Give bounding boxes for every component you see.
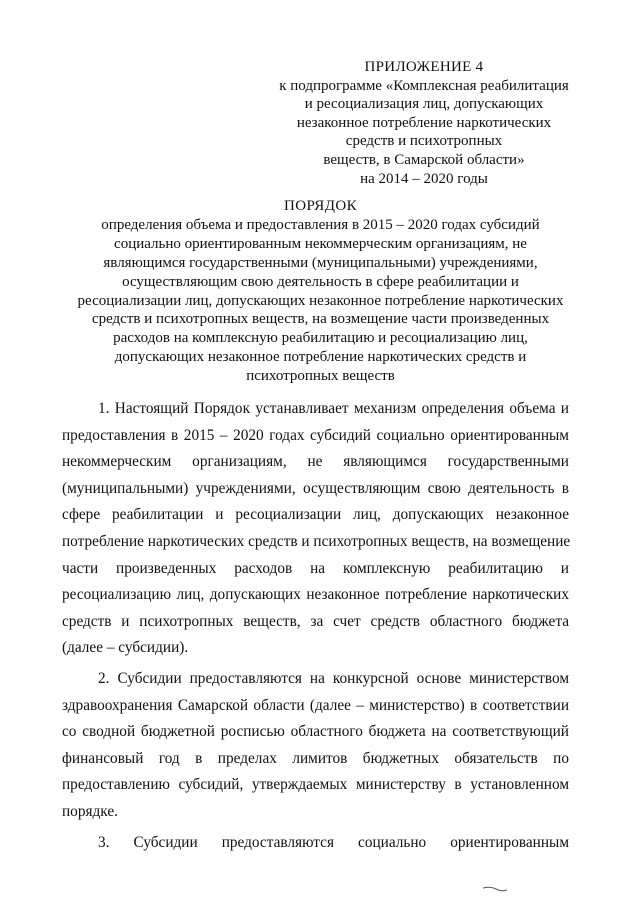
paragraph-line: предоставления в 2015 – 2020 годах субсидий социально ориентированным: [62, 426, 569, 444]
paragraph-line: некоммерческим организациям, не являющимся государственными: [62, 453, 569, 471]
title-line: допускающих незаконное потребление наркотических средств и: [114, 349, 527, 366]
paragraph-3: [62, 830, 569, 857]
appendix-line: средств и психотропных: [345, 133, 503, 150]
appendix-line: и ресоциализация лиц, допускающих: [304, 96, 544, 113]
paragraph-line: ресоциализацию лиц, допускающих незаконное потребление наркотических: [62, 586, 569, 604]
title-line: ресоциализации лиц, допускающих незаконное потребление наркотических: [77, 292, 564, 309]
appendix-line: незаконное потребление наркотических: [296, 114, 552, 131]
title-line: осуществляющим свою деятельность в сфере реабилитации и: [122, 273, 519, 290]
paragraph-line: части произведенных расходов на комплексную реабилитацию и: [62, 559, 569, 577]
title-line: определения объема и предоставления в 2015 – 2020 годах субсидий: [101, 216, 540, 233]
paragraph-line: предоставлению субсидий, утверждаемых министерству в установленном: [62, 776, 569, 794]
appendix-header: [248, 58, 600, 188]
paragraph-line: порядке.: [62, 802, 118, 820]
title-heading: ПОРЯДОК: [284, 198, 357, 214]
appendix-line: к подпрограмме «Комплексная реабилитация: [279, 77, 569, 94]
title-line: средств и психотропных веществ, на возмещение части произведенных: [91, 311, 550, 328]
title-line: являющимся государственными (муниципальными) учреждениями,: [103, 254, 538, 271]
paragraph-line: (муниципальными) учреждениями, осуществляющим свою деятельность в: [62, 479, 569, 497]
paragraph-line: здравоохранения Самарской области (далее – министерство) в соответствии: [62, 696, 569, 714]
paragraph-line: 2. Субсидии предоставляются на конкурсной основе министерством: [98, 669, 569, 687]
paragraph-line: 3. Субсидии предоставляются социально ориентированным: [98, 833, 569, 851]
paragraph-2: [62, 666, 569, 826]
paragraph-line: 1. Настоящий Порядок устанавливает механизм определения объема и: [98, 400, 569, 417]
appendix-line: веществ, в Самарской области»: [323, 151, 525, 168]
document-title: [48, 197, 593, 386]
paragraph-line: потребление наркотических средств и психотропных веществ, на возмещение: [62, 532, 571, 550]
paragraph-line: (далее – субсидии).: [62, 639, 189, 657]
scan-mark-icon: [482, 886, 508, 892]
paragraph-line: сфере реабилитации и ресоциализации лиц, допускающих незаконное: [62, 506, 569, 524]
paragraph-line: со сводной бюджетной росписью областного бюджета на соответствующий: [62, 723, 569, 741]
paragraph-1: [62, 396, 569, 662]
title-line: расходов на комплексную реабилитацию и ресоциализацию лиц,: [113, 330, 528, 347]
title-line: социально ориентированным некоммерческим организациям, не: [114, 235, 527, 252]
appendix-line: на 2014 – 2020 годы: [360, 170, 488, 187]
title-line: психотропных веществ: [246, 368, 395, 385]
paragraph-line: средств и психотропных веществ, за счет средств областного бюджета: [62, 612, 569, 630]
paragraph-line: финансовый год в пределах лимитов бюджетных обязательств по: [62, 749, 569, 767]
appendix-heading: ПРИЛОЖЕНИЕ 4: [364, 59, 484, 75]
document-body: [62, 396, 569, 860]
